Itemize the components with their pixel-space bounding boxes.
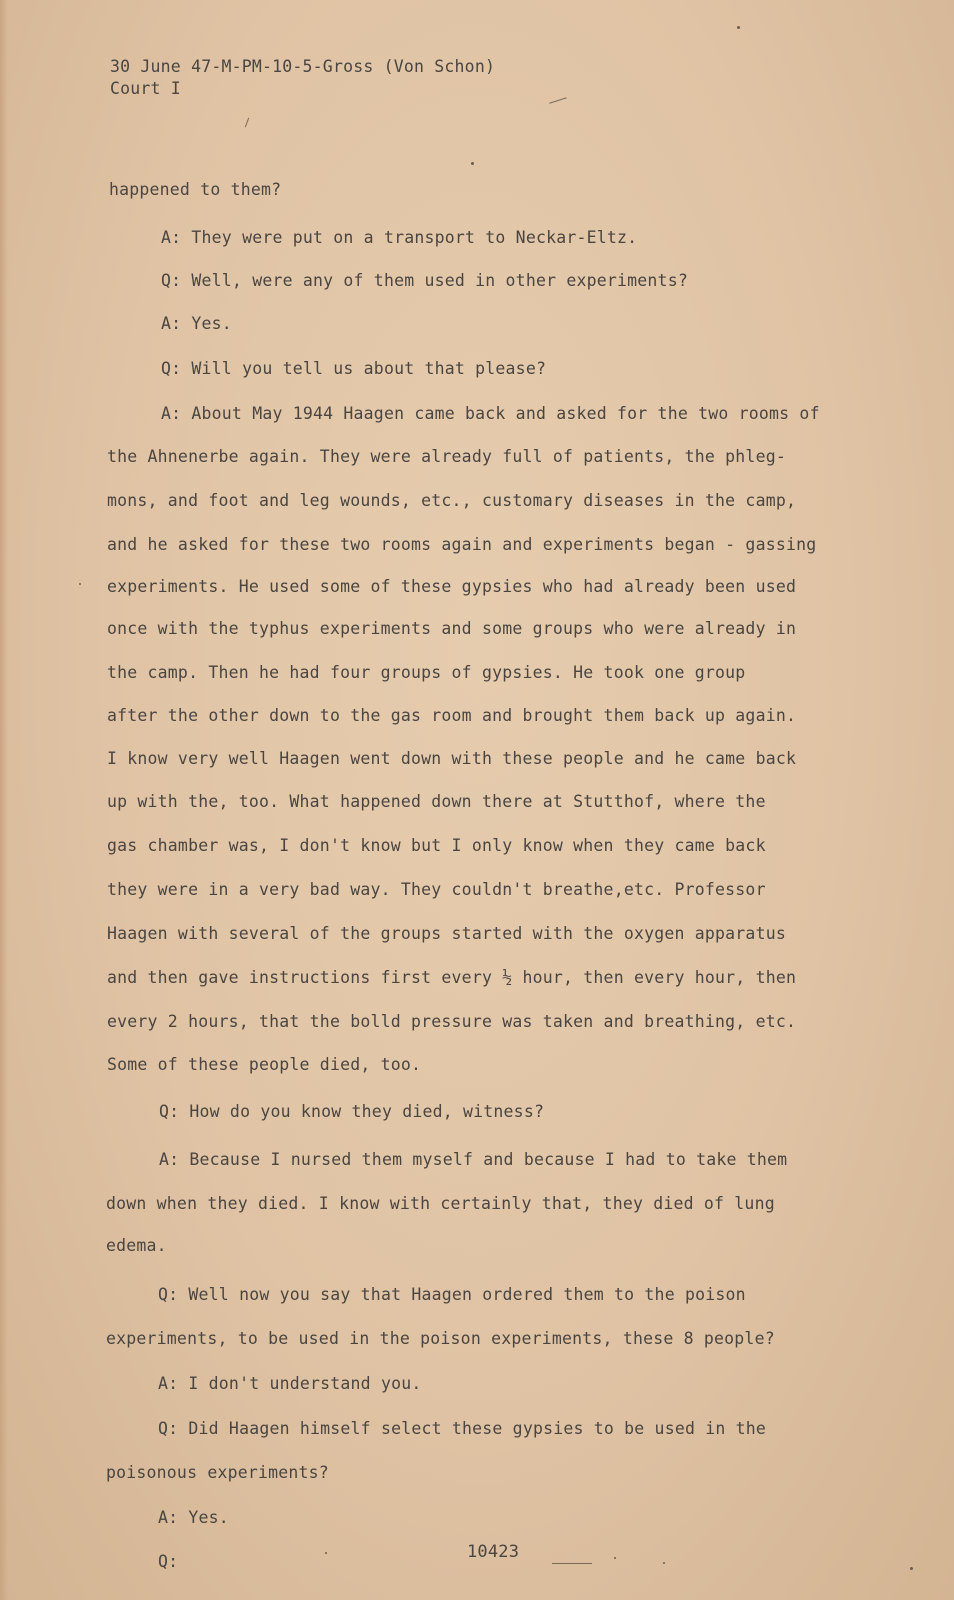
body-line: Q: bbox=[158, 1552, 179, 1571]
body-line: they were in a very bad way. They couldn't breathe,etc. Professor bbox=[107, 880, 766, 899]
body-line: A: Yes. bbox=[161, 314, 232, 333]
header-line-2: Court I bbox=[110, 79, 181, 98]
body-line: edema. bbox=[106, 1236, 167, 1255]
body-line: Haagen with several of the groups started with the oxygen apparatus bbox=[107, 924, 786, 943]
body-line: once with the typhus experiments and some groups who were already in bbox=[107, 619, 797, 638]
body-line: I know very well Haagen went down with these people and he came back bbox=[107, 749, 797, 768]
body-line: the Ahnenerbe again. They were already full of patients, the phleg- bbox=[107, 447, 786, 466]
body-line: gas chamber was, I don't know but I only know when they came back bbox=[107, 836, 766, 855]
paper-speck bbox=[471, 162, 474, 165]
paper-edge bbox=[0, 0, 8, 1600]
body-line: up with the, too. What happened down there at Stutthof, where the bbox=[107, 792, 766, 811]
body-line: experiments, to be used in the poison experiments, these 8 people? bbox=[106, 1329, 775, 1348]
stray-mark bbox=[245, 118, 249, 128]
document-header bbox=[110, 56, 495, 100]
body-line: experiments. He used some of these gypsies who had already been used bbox=[107, 577, 797, 596]
paper-speck bbox=[614, 1557, 616, 1559]
stray-mark bbox=[549, 97, 566, 104]
body-line: Q: How do you know they died, witness? bbox=[159, 1102, 545, 1121]
paper-speck bbox=[663, 1562, 665, 1564]
body-line: Q: Did Haagen himself select these gypsies to be used in the bbox=[158, 1419, 767, 1438]
body-line: down when they died. I know with certainly that, they died of lung bbox=[106, 1194, 775, 1213]
body-line: the camp. Then he had four groups of gypsies. He took one group bbox=[107, 663, 746, 682]
body-line: Q: Well, were any of them used in other experiments? bbox=[161, 271, 688, 290]
body-line: A: About May 1944 Haagen came back and asked for the two rooms of bbox=[161, 404, 820, 423]
body-line: poisonous experiments? bbox=[106, 1463, 329, 1482]
header-line-1: 30 June 47-M-PM-10-5-Gross (Von Schon) bbox=[110, 57, 496, 76]
body-line: every 2 hours, that the bolld pressure was taken and breathing, etc. bbox=[107, 1012, 797, 1031]
stray-mark bbox=[552, 1563, 592, 1564]
paper-speck bbox=[737, 26, 740, 29]
body-line: mons, and foot and leg wounds, etc., customary diseases in the camp, bbox=[107, 491, 797, 510]
body-line: A: Because I nursed them myself and because I had to take them bbox=[159, 1150, 788, 1169]
body-line: happened to them? bbox=[109, 180, 282, 199]
body-line: and then gave instructions first every ½ hour, then every hour, then bbox=[107, 968, 797, 987]
body-line: and he asked for these two rooms again and experiments began - gassing bbox=[107, 535, 817, 554]
body-line: A: I don't understand you. bbox=[158, 1374, 422, 1393]
paper-speck bbox=[325, 1552, 327, 1554]
body-line: Q: Will you tell us about that please? bbox=[161, 359, 547, 378]
body-line: Q: Well now you say that Haagen ordered them to the poison bbox=[158, 1285, 746, 1304]
body-line: Some of these people died, too. bbox=[107, 1055, 422, 1074]
body-line: after the other down to the gas room and brought them back up again. bbox=[107, 706, 797, 725]
page-number: 10423 bbox=[467, 1542, 520, 1562]
paper-speck bbox=[79, 583, 81, 585]
body-line: A: They were put on a transport to Neckar-Eltz. bbox=[161, 228, 638, 247]
body-line: A: Yes. bbox=[158, 1508, 229, 1527]
paper-speck bbox=[910, 1567, 913, 1570]
